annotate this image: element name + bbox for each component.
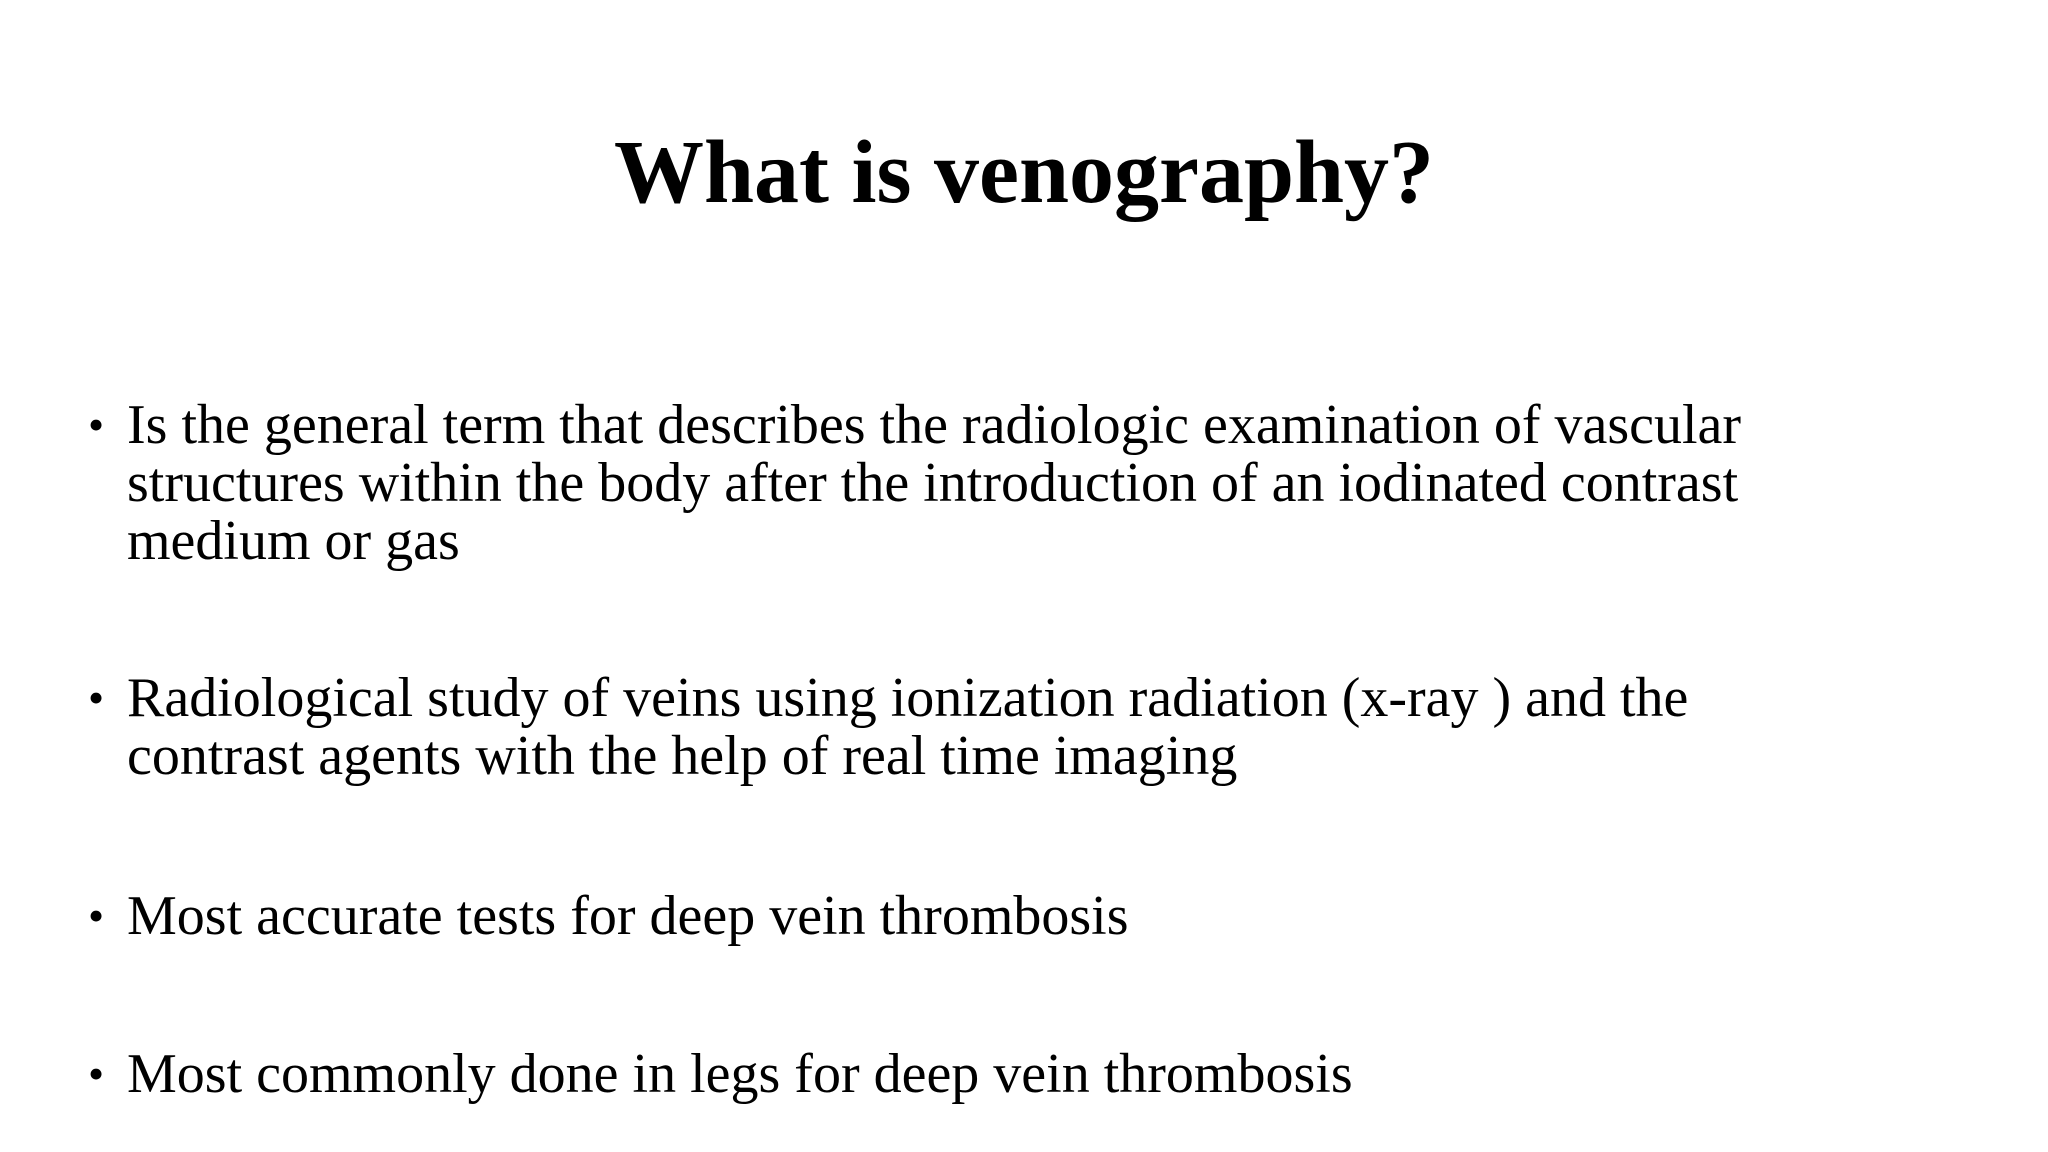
bullet-text <box>127 669 1987 785</box>
bullet-text-line: contrast agents with the help of real time imaging <box>127 725 1238 787</box>
bullet-text <box>127 1045 1987 1103</box>
bullet-icon: • <box>88 890 105 941</box>
bullet-text-line: Is the general term that describes the radiologic examination of vascular <box>127 394 1742 456</box>
bullet-text <box>127 887 1987 945</box>
bullet-text-line: structures within the body after the introduction of an iodinated contrast <box>127 452 1739 514</box>
bullet-text-line: Most accurate tests for deep vein thrombosis <box>127 885 1129 947</box>
bullet-text-line: Radiological study of veins using ionization radiation (x-ray ) and the <box>127 667 1689 729</box>
bullet-icon: • <box>88 399 105 450</box>
bullet-text <box>127 396 1987 570</box>
bullet-text-line: Most commonly done in legs for deep vein thrombosis <box>127 1043 1353 1105</box>
slide-title: What is venography? <box>613 123 1435 222</box>
bullet-text-line: medium or gas <box>127 510 460 572</box>
bullet-icon: • <box>88 672 105 723</box>
bullet-icon: • <box>88 1048 105 1099</box>
